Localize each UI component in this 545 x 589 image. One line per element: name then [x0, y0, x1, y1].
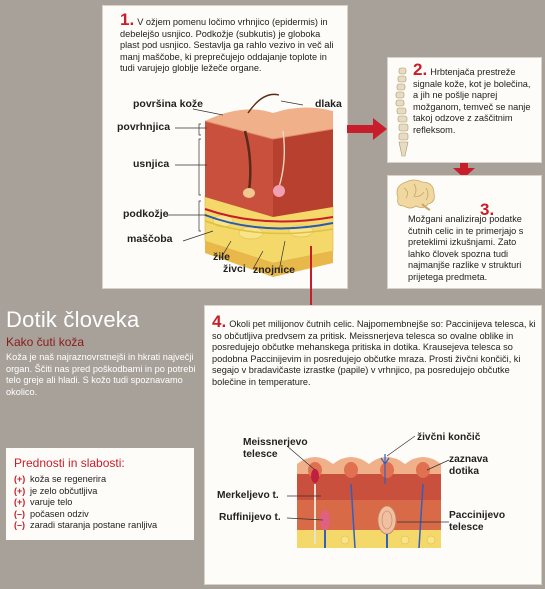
- step3-number: 3.: [480, 200, 495, 219]
- label-subcutis: podkožje: [123, 208, 169, 220]
- label-veins: žile: [213, 251, 230, 263]
- label-ruffini: Ruffinijevo t.: [219, 512, 281, 523]
- pros-text: je zelo občutljiva: [30, 485, 98, 496]
- pros-text: počasen odziv: [30, 508, 89, 519]
- label-hair: dlaka: [315, 98, 342, 110]
- pros-item: [14, 497, 186, 509]
- step3-text: Možgani analizirajo podatke čutnih celic in te primerjajo s preteklimi izkušnjami. Zato lahko človek spozna tudi najmanjše razlike v strukturi prijetega predmeta.: [408, 214, 524, 282]
- pros-item: [14, 474, 186, 486]
- label-touch: zaznava dotika: [449, 454, 489, 477]
- step4-text-block: [212, 312, 536, 389]
- label-glands: znojnice: [253, 264, 296, 276]
- step4-panel: [205, 306, 541, 584]
- label-skin-surface: površina kože: [133, 98, 204, 110]
- pros-item: [14, 486, 186, 498]
- connector-line: [310, 246, 312, 308]
- label-dermis: usnjica: [133, 158, 170, 170]
- step1-text: V ožjem pomenu ločimo vrhnjico (epidermis) in debelejšo usnjico. Podkožje (subkutis) je globoka plast pod usnjico. Sestavlja ga rahlo vezivo in več ali manj maščobe, ki preprečujejo oddajanje toplote in tudi varujejo globlje ležeče organe.: [120, 17, 334, 74]
- pros-sign: (+): [14, 497, 26, 508]
- step4-number: 4.: [212, 312, 227, 331]
- step2-panel: [388, 58, 541, 162]
- pros-sign: (+): [14, 474, 26, 484]
- pros-sign: (+): [14, 485, 26, 496]
- label-fat: maščoba: [127, 233, 173, 245]
- pros-item: [14, 520, 186, 532]
- label-meissner: Meissnerjevo telesce: [243, 437, 308, 460]
- step2-number: 2.: [413, 60, 428, 79]
- spine-icon: [391, 66, 413, 158]
- label-nerves: živci: [223, 263, 246, 275]
- step2-text-block: [413, 60, 537, 137]
- label-pacini: Paccinijevo telesce: [449, 510, 506, 533]
- pros-cons-title: Prednosti in slabosti:: [14, 456, 125, 470]
- pros-cons-box: [6, 448, 194, 540]
- label-merkel: Merkeljevo t.: [217, 490, 279, 501]
- pros-text: koža se regenerira: [30, 474, 107, 484]
- pros-text: zaradi staranja postane ranljiva: [30, 520, 158, 531]
- pros-sign: (–): [14, 508, 25, 519]
- step2-text: Hrbtenjača prestreže signale kože, kot je bolečina, a jih ne pošlje naprej možganom, temveč se nanje takoj odzove z zaščitnim refleksom.: [413, 67, 531, 135]
- label-free-nerve-ending: živčni končič: [417, 432, 481, 443]
- page-subtitle: Kako čuti koža: [6, 335, 85, 349]
- step1-text-block: [120, 10, 342, 75]
- pros-sign: (–): [14, 520, 25, 531]
- intro-text: Koža je naš najraznovrstnejši in hkrati največji organ. Ščiti nas pred poškodbami in po potrebi telo greje ali hladi. S kožo tudi spoznavamo okolico.: [6, 352, 196, 397]
- label-epidermis: povrhnjica: [117, 121, 171, 133]
- pros-text: varuje telo: [30, 497, 73, 508]
- arrow-right-icon: [347, 116, 387, 142]
- step1-number: 1.: [120, 10, 135, 29]
- brain-icon: [392, 178, 438, 212]
- pros-item: [14, 509, 186, 521]
- step3-panel: [388, 176, 541, 288]
- step4-text: Okoli pet milijonov čutnih celic. Najpomembnejše so: Paccinijeva telesca, ki so občutljiva predvsem za pritisk. Meissnerjeva telesca so ovalne oblike in posredujejo občutke mehanskega pritiska in dotika. Krausejeva telesca so podobna Paccinijevim in posredujejo občutke mraza. Prosti živčni končiči, ki segajo v bradavičaste izrastke (papile) v vrhnjico, pa posredujejo občutke bolečine in temperature.: [212, 319, 536, 387]
- page-title: Dotik človeka: [6, 307, 140, 332]
